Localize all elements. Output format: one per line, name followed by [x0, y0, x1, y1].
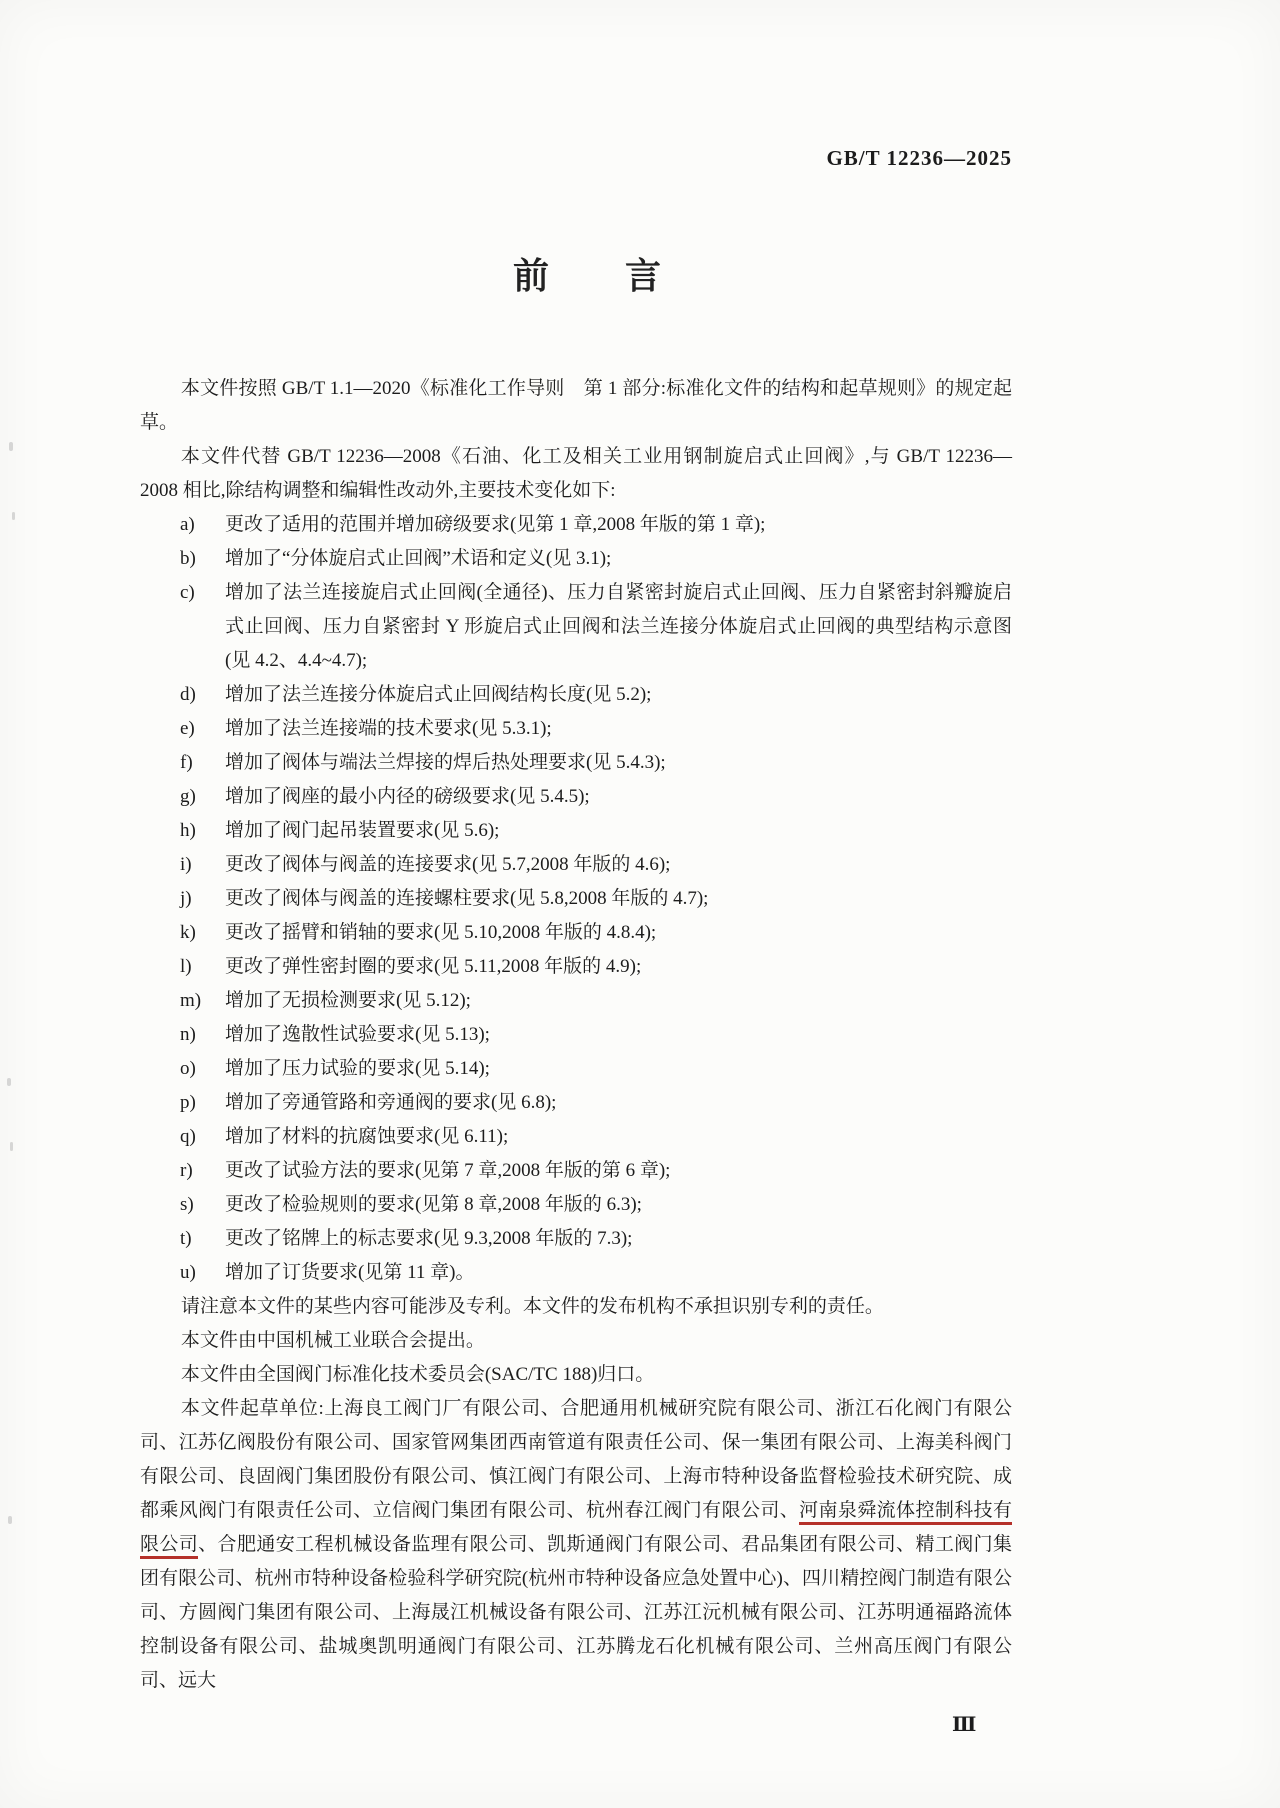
change-item-label: r): [180, 1160, 193, 1181]
change-item-label: o): [180, 1058, 196, 1079]
change-item-label: q): [180, 1126, 196, 1147]
change-item-text: 更改了适用的范围并增加磅级要求(见第 1 章,2008 年版的第 1 章);: [225, 514, 766, 535]
change-item: [140, 848, 1012, 882]
paragraph-drafting-basis: 本文件按照 GB/T 1.1—2020《标准化工作导则 第 1 部分:标准化文件的结构和起草规则》的规定起草。: [140, 378, 1012, 433]
paragraph-proposed-by: 本文件由中国机械工业联合会提出。: [180, 1330, 485, 1351]
change-item: [140, 984, 1012, 1018]
paragraph-replacement-note: 本文件代替 GB/T 12236—2008《石油、化工及相关工业用钢制旋启式止回阀》,与 GB/T 12236—2008 相比,除结构调整和编辑性改动外,主要技术变化如下:: [140, 446, 1012, 501]
change-item-text: 增加了阀座的最小内径的磅级要求(见 5.4.5);: [225, 786, 590, 807]
change-item: [140, 1256, 1012, 1290]
change-item-label: i): [180, 854, 192, 875]
scan-artifact: [7, 1078, 11, 1086]
change-item-label: m): [180, 990, 202, 1011]
highlighted-company: 河南泉舜流体控制科技有限公司: [140, 1500, 1012, 1559]
change-item-text: 更改了摇臂和销轴的要求(见 5.10,2008 年版的 4.8.4);: [225, 922, 657, 943]
change-item: [140, 712, 1012, 746]
scan-artifact: [12, 512, 15, 520]
change-item: [140, 1154, 1012, 1188]
paragraph-centralized-by: 本文件由全国阀门标准化技术委员会(SAC/TC 188)归口。: [180, 1364, 655, 1385]
change-item: [140, 1120, 1012, 1154]
change-item: [140, 1188, 1012, 1222]
changes-list: [140, 508, 1012, 1290]
change-item: [140, 576, 1012, 678]
drafting-units-after: 、合肥通安工程机械设备监理有限公司、凯斯通阀门有限公司、君品集团有限公司、精工阀门集团有限公司、杭州市特种设备检验科学研究院(杭州市特种设备应急处置中心)、四川精控阀门制造有限公司、方圆阀门集团有限公司、上海晟江机械设备有限公司、江苏江沅机械有限公司、江苏明通福路流体控制设备有限公司、盐城奥凯明通阀门有限公司、江苏腾龙石化机械有限公司、兰州高压阀门有限公司、远大: [140, 1534, 1012, 1691]
paragraph-patent-note: 请注意本文件的某些内容可能涉及专利。本文件的发布机构不承担识别专利的责任。: [180, 1296, 884, 1317]
change-item-label: c): [180, 582, 195, 603]
change-item-text: 更改了弹性密封圈的要求(见 5.11,2008 年版的 4.9);: [225, 956, 642, 977]
change-item-label: u): [180, 1262, 196, 1283]
change-item-label: l): [180, 956, 192, 977]
change-item: [140, 542, 1012, 576]
title-char-first: 前: [512, 255, 549, 296]
change-item-text: 更改了阀体与阀盖的连接要求(见 5.7,2008 年版的 4.6);: [225, 854, 671, 875]
change-item: [140, 1222, 1012, 1256]
change-item-text: 增加了无损检测要求(见 5.12);: [225, 990, 471, 1011]
change-item-label: a): [180, 514, 195, 535]
change-item-label: e): [180, 718, 195, 739]
change-item-label: n): [180, 1024, 196, 1045]
change-item-text: 增加了订货要求(见第 11 章)。: [225, 1262, 475, 1283]
drafting-units-before: 本文件起草单位:上海良工阀门厂有限公司、合肥通用机械研究院有限公司、浙江石化阀门有限公司、江苏亿阀股份有限公司、国家管网集团西南管道有限责任公司、保一集团有限公司、上海美科阀门有限公司、良固阀门集团股份有限公司、慎江阀门有限公司、上海市特种设备监督检验技术研究院、成都乘风阀门有限责任公司、立信阀门集团有限公司、杭州春江阀门有限公司、: [140, 1398, 1012, 1521]
foreword-body: [140, 372, 1012, 1698]
scan-artifact: [9, 442, 13, 451]
change-item-label: k): [180, 922, 196, 943]
page-title: [0, 248, 1174, 299]
change-item-label: f): [180, 752, 193, 773]
change-item-text: 增加了逸散性试验要求(见 5.13);: [225, 1024, 490, 1045]
change-item-label: p): [180, 1092, 196, 1113]
change-item-label: t): [180, 1228, 192, 1249]
change-item-text: 更改了铭牌上的标志要求(见 9.3,2008 年版的 7.3);: [225, 1228, 633, 1249]
change-item-text: 增加了法兰连接分体旋启式止回阀结构长度(见 5.2);: [225, 684, 652, 705]
change-item: [140, 916, 1012, 950]
change-item: [140, 678, 1012, 712]
paragraph-drafting-units: [140, 1392, 1012, 1698]
change-item-text: 更改了试验方法的要求(见第 7 章,2008 年版的第 6 章);: [225, 1160, 671, 1181]
change-item-text: 增加了“分体旋启式止回阀”术语和定义(见 3.1);: [225, 548, 612, 569]
change-item: [140, 508, 1012, 542]
change-item-text: 增加了法兰连接端的技术要求(见 5.3.1);: [225, 718, 552, 739]
change-item-text: 增加了阀门起吊装置要求(见 5.6);: [225, 820, 500, 841]
change-item-label: b): [180, 548, 196, 569]
change-item: [140, 1086, 1012, 1120]
standard-code: GB/T 12236—2025: [826, 146, 1012, 170]
title-char-second: 言: [625, 255, 662, 296]
change-item-label: s): [180, 1194, 194, 1215]
change-item: [140, 814, 1012, 848]
change-item-label: j): [180, 888, 192, 909]
change-item-label: g): [180, 786, 196, 807]
change-item: [140, 746, 1012, 780]
change-item: [140, 950, 1012, 984]
change-item-text: 增加了阀体与端法兰焊接的焊后热处理要求(见 5.4.3);: [225, 752, 666, 773]
change-item-text: 增加了旁通管路和旁通阀的要求(见 6.8);: [225, 1092, 557, 1113]
change-item-text: 增加了法兰连接旋启式止回阀(全通径)、压力自紧密封旋启式止回阀、压力自紧密封斜瓣旋启式止回阀、压力自紧密封 Y 形旋启式止回阀和法兰连接分体旋启式止回阀的典型结构示意图(见 4.2、4.4~4.7);: [225, 582, 1012, 671]
change-item-text: 增加了压力试验的要求(见 5.14);: [225, 1058, 490, 1079]
scan-artifact: [10, 1142, 13, 1151]
change-item-text: 更改了阀体与阀盖的连接螺柱要求(见 5.8,2008 年版的 4.7);: [225, 888, 709, 909]
change-item: [140, 1052, 1012, 1086]
change-item: [140, 780, 1012, 814]
change-item-label: d): [180, 684, 196, 705]
change-item-text: 更改了检验规则的要求(见第 8 章,2008 年版的 6.3);: [225, 1194, 642, 1215]
page-number: Ⅲ: [952, 1714, 978, 1736]
change-item-text: 增加了材料的抗腐蚀要求(见 6.11);: [225, 1126, 509, 1147]
scan-artifact: [8, 1516, 12, 1524]
change-item-label: h): [180, 820, 196, 841]
change-item: [140, 882, 1012, 916]
change-item: [140, 1018, 1012, 1052]
